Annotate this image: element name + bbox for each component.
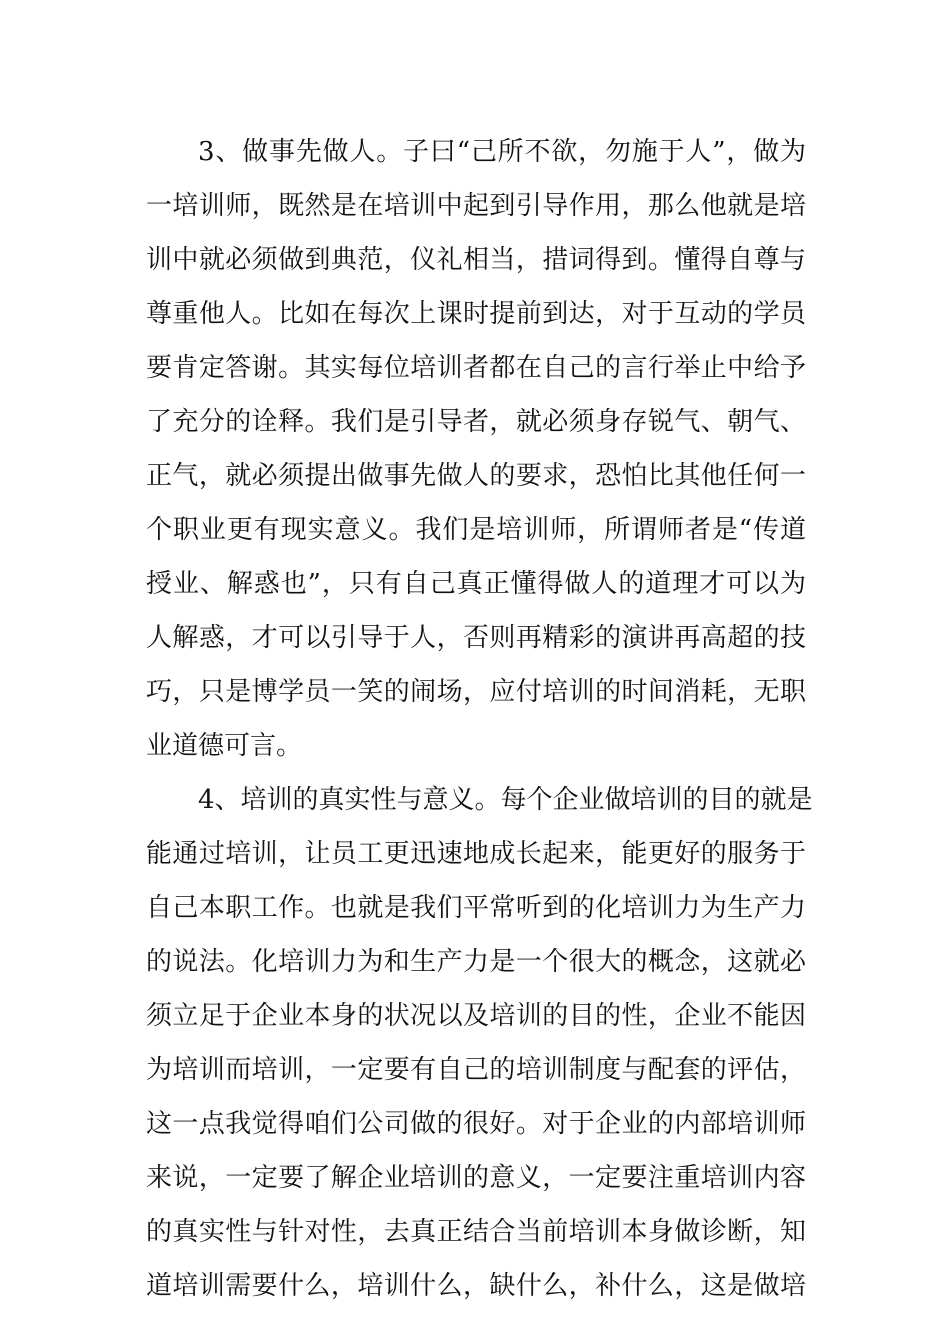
text-line: 个职业更有现实意义。我们是培训师，所谓师者是“传道	[146, 515, 806, 545]
text-line: 自己本职工作。也就是我们平常听到的化培训力为生产力	[146, 893, 806, 923]
paragraph-4-training-meaning	[146, 773, 813, 1313]
text-line: 3、做事先做人。子曰“己所不欲，勿施于人”，做为	[198, 137, 806, 167]
text-line: 须立足于企业本身的状况以及培训的目的性，企业不能因	[146, 1001, 806, 1031]
text-line: 业道德可言。	[146, 731, 303, 761]
text-line: 一培训师，既然是在培训中起到引导作用，那么他就是培	[146, 191, 806, 221]
text-line: 这一点我觉得咱们公司做的很好。对于企业的内部培训师	[146, 1109, 806, 1139]
text-line: 4、培训的真实性与意义。每个企业做培训的目的就是	[198, 785, 813, 815]
paragraph-3-conduct	[146, 125, 806, 773]
text-line: 了充分的诠释。我们是引导者，就必须身存锐气、朝气、	[146, 407, 806, 437]
text-line: 人解惑，才可以引导于人，否则再精彩的演讲再高超的技	[146, 623, 806, 653]
text-line: 正气，就必须提出做事先做人的要求，恐怕比其他任何一	[146, 461, 806, 491]
document-body	[146, 125, 813, 1313]
text-line: 训中就必须做到典范，仪礼相当，措词得到。懂得自尊与	[146, 245, 806, 275]
text-line: 来说，一定要了解企业培训的意义，一定要注重培训内容	[146, 1163, 806, 1193]
text-line: 授业、解惑也”，只有自己真正懂得做人的道理才可以为	[146, 569, 806, 599]
text-line: 要肯定答谢。其实每位培训者都在自己的言行举止中给予	[146, 353, 806, 383]
text-line: 道培训需要什么，培训什么，缺什么，补什么，这是做培	[146, 1271, 806, 1301]
text-line: 为培训而培训，一定要有自己的培训制度与配套的评估，	[146, 1055, 806, 1085]
text-line: 巧，只是博学员一笑的闹场，应付培训的时间消耗，无职	[146, 677, 806, 707]
text-line: 的说法。化培训力为和生产力是一个很大的概念，这就必	[146, 947, 806, 977]
text-line: 的真实性与针对性，去真正结合当前培训本身做诊断，知	[146, 1217, 806, 1247]
text-line: 尊重他人。比如在每次上课时提前到达，对于互动的学员	[146, 299, 806, 329]
text-line: 能通过培训，让员工更迅速地成长起来，能更好的服务于	[146, 839, 806, 869]
